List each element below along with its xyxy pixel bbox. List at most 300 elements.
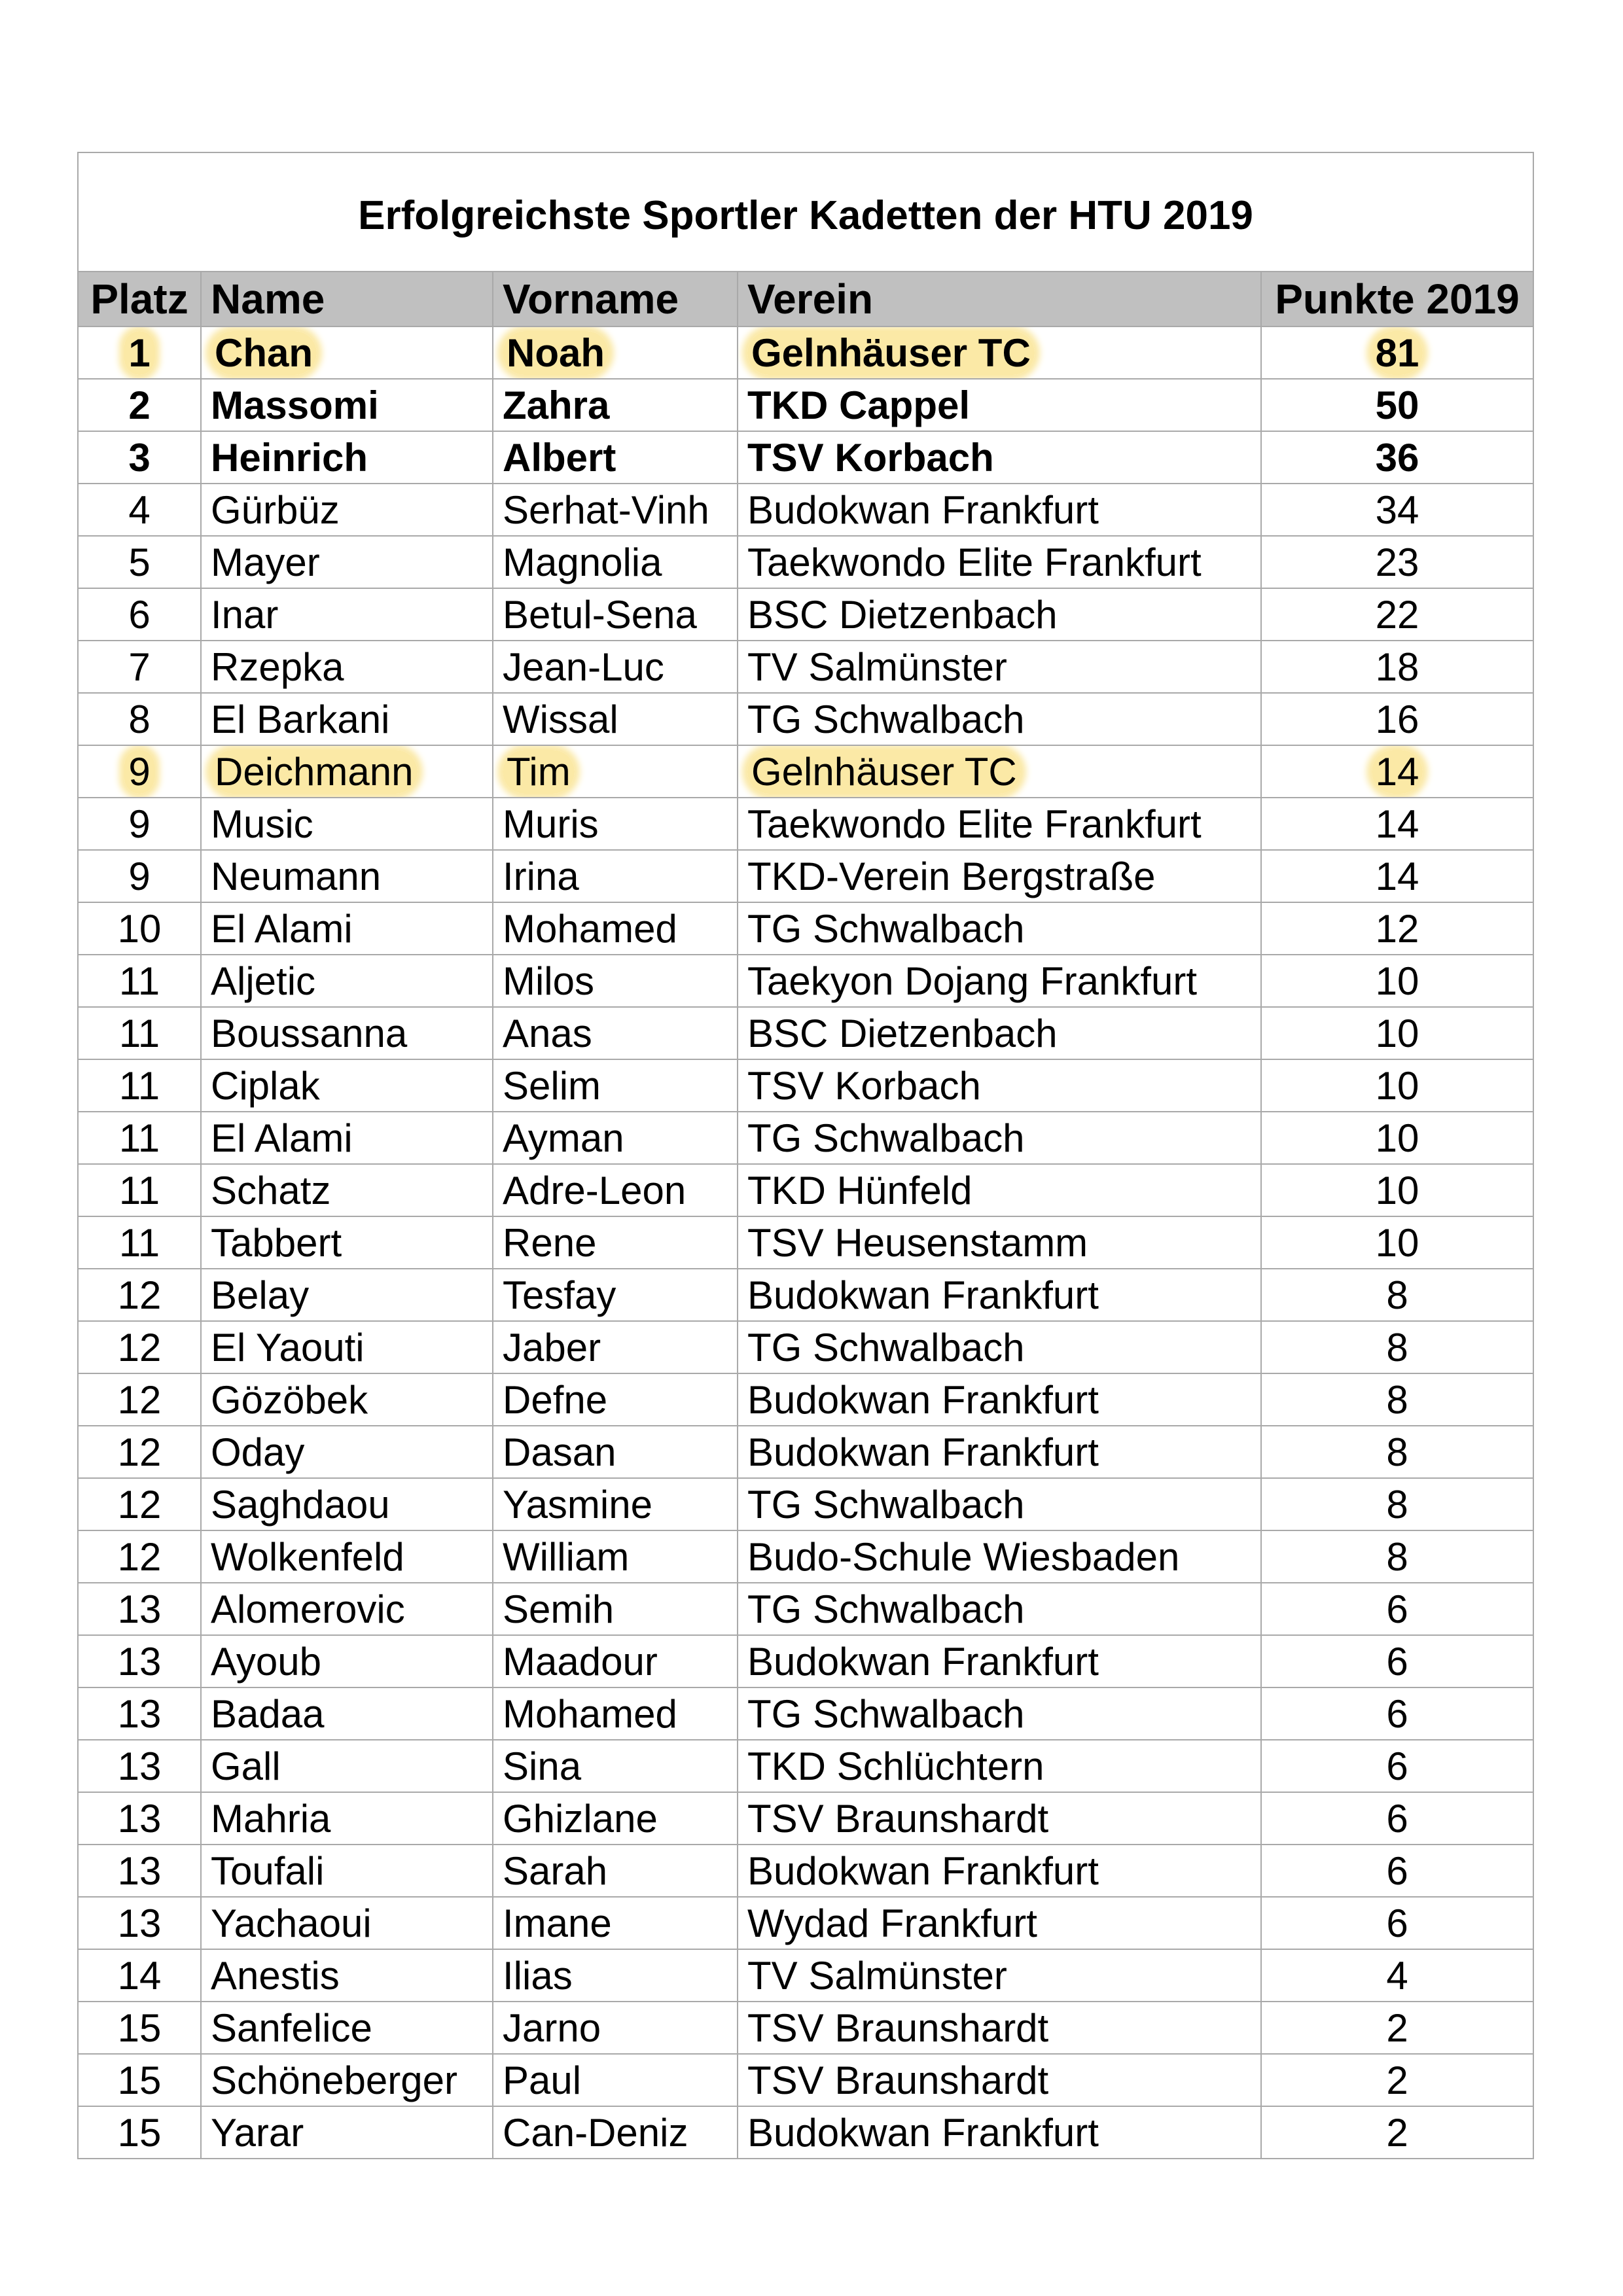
cell-verein xyxy=(738,431,1261,484)
cell-vorname-text: Sarah xyxy=(503,1848,608,1893)
cell-verein xyxy=(738,1897,1261,1949)
cell-platz-text: 13 xyxy=(117,1901,162,1945)
cell-verein xyxy=(738,1583,1261,1635)
cell-name xyxy=(201,693,493,745)
cell-punkte xyxy=(1261,1059,1533,1112)
cell-verein xyxy=(738,1216,1261,1269)
cell-vorname-text: Anas xyxy=(503,1011,592,1055)
cell-vorname xyxy=(493,484,738,536)
table-row xyxy=(78,1687,1533,1740)
cell-platz xyxy=(78,1845,201,1897)
cell-punkte-text: 18 xyxy=(1375,645,1419,689)
cell-name-text: Badaa xyxy=(211,1691,325,1736)
cell-verein xyxy=(738,1478,1261,1530)
cell-platz xyxy=(78,798,201,850)
cell-platz xyxy=(78,2002,201,2054)
cell-name xyxy=(201,484,493,536)
column-header-punkte: Punkte 2019 xyxy=(1261,272,1533,327)
cell-platz-text: 12 xyxy=(117,1325,162,1369)
cell-platz xyxy=(78,1164,201,1216)
cell-name xyxy=(201,1059,493,1112)
cell-name-text: Rzepka xyxy=(211,645,344,689)
cell-vorname xyxy=(493,327,738,379)
cell-vorname xyxy=(493,1845,738,1897)
cell-verein xyxy=(738,327,1261,379)
cell-punkte xyxy=(1261,1635,1533,1687)
cell-name xyxy=(201,431,493,484)
cell-punkte xyxy=(1261,327,1533,379)
cell-vorname-text: Noah xyxy=(503,331,609,375)
cell-platz-text: 11 xyxy=(118,1063,160,1108)
table-row xyxy=(78,588,1533,641)
cell-vorname-text: Tim xyxy=(503,750,575,794)
cell-verein xyxy=(738,588,1261,641)
table-row xyxy=(78,1112,1533,1164)
cell-verein-text: Budokwan Frankfurt xyxy=(747,1430,1099,1474)
cell-platz xyxy=(78,745,201,798)
cell-vorname xyxy=(493,2054,738,2106)
cell-verein-text: BSC Dietzenbach xyxy=(747,592,1058,637)
cell-name xyxy=(201,2054,493,2106)
cell-vorname-text: Milos xyxy=(503,959,595,1003)
cell-verein xyxy=(738,1269,1261,1321)
cell-platz xyxy=(78,1792,201,1845)
cell-punkte-text: 2 xyxy=(1386,2005,1408,2050)
cell-vorname-text: Can-Deniz xyxy=(503,2110,688,2155)
cell-verein xyxy=(738,955,1261,1007)
cell-punkte xyxy=(1261,1845,1533,1897)
ranking-table xyxy=(77,152,1534,2159)
column-header-platz: Platz xyxy=(78,272,201,327)
cell-name-text: Belay xyxy=(211,1273,310,1317)
cell-vorname-text: Ilias xyxy=(503,1953,573,1998)
cell-verein-text: TKD Cappel xyxy=(747,383,971,427)
cell-platz xyxy=(78,1583,201,1635)
cell-verein-text: TG Schwalbach xyxy=(747,906,1025,951)
cell-platz-text: 11 xyxy=(118,1168,160,1212)
cell-punkte xyxy=(1261,1478,1533,1530)
cell-vorname xyxy=(493,1478,738,1530)
cell-vorname-text: Jaber xyxy=(503,1325,601,1369)
cell-platz-text: 15 xyxy=(117,2005,162,2050)
table-row xyxy=(78,1949,1533,2002)
cell-punkte xyxy=(1261,1583,1533,1635)
cell-name-text: Tabbert xyxy=(211,1220,342,1265)
cell-verein-text: Budokwan Frankfurt xyxy=(747,2110,1099,2155)
cell-platz xyxy=(78,1426,201,1478)
cell-name-text: El Yaouti xyxy=(211,1325,365,1369)
cell-verein xyxy=(738,1687,1261,1740)
cell-platz-text: 12 xyxy=(117,1534,162,1579)
cell-platz xyxy=(78,1897,201,1949)
cell-name xyxy=(201,588,493,641)
cell-vorname xyxy=(493,850,738,902)
cell-platz-text: 14 xyxy=(117,1953,162,1998)
cell-punkte xyxy=(1261,1007,1533,1059)
cell-punkte xyxy=(1261,536,1533,588)
cell-name xyxy=(201,2106,493,2159)
cell-verein xyxy=(738,1635,1261,1687)
cell-verein-text: Wydad Frankfurt xyxy=(747,1901,1037,1945)
cell-punkte xyxy=(1261,693,1533,745)
cell-punkte xyxy=(1261,1321,1533,1373)
cell-vorname-text: Betul-Sena xyxy=(503,592,697,637)
cell-platz xyxy=(78,1112,201,1164)
cell-name-text: Ciplak xyxy=(211,1063,320,1108)
cell-punkte-text: 6 xyxy=(1386,1587,1408,1631)
cell-verein-text: TV Salmünster xyxy=(747,1953,1007,1998)
cell-punkte xyxy=(1261,1269,1533,1321)
cell-name-text: El Barkani xyxy=(211,697,390,741)
cell-punkte-text: 12 xyxy=(1375,906,1419,951)
cell-vorname-text: Rene xyxy=(503,1220,597,1265)
cell-vorname xyxy=(493,641,738,693)
cell-vorname xyxy=(493,1426,738,1478)
cell-verein xyxy=(738,1792,1261,1845)
cell-punkte-text: 50 xyxy=(1375,383,1419,427)
cell-vorname xyxy=(493,379,738,431)
cell-vorname xyxy=(493,955,738,1007)
cell-verein xyxy=(738,1949,1261,2002)
cell-vorname-text: Imane xyxy=(503,1901,612,1945)
cell-name-text: Neumann xyxy=(211,854,382,898)
cell-punkte-text: 36 xyxy=(1375,435,1419,480)
cell-platz xyxy=(78,1687,201,1740)
cell-vorname-text: Defne xyxy=(503,1377,608,1422)
cell-vorname-text: Mohamed xyxy=(503,1691,677,1736)
cell-verein xyxy=(738,1845,1261,1897)
cell-platz-text: 9 xyxy=(128,854,151,898)
cell-verein xyxy=(738,1164,1261,1216)
cell-platz xyxy=(78,1530,201,1583)
cell-name-text: Gürbüz xyxy=(211,487,340,532)
cell-platz xyxy=(78,484,201,536)
cell-platz-text: 11 xyxy=(118,1116,160,1160)
cell-punkte-text: 10 xyxy=(1375,1063,1419,1108)
cell-vorname xyxy=(493,2002,738,2054)
cell-punkte xyxy=(1261,1373,1533,1426)
cell-verein xyxy=(738,1112,1261,1164)
cell-platz-text: 11 xyxy=(118,1220,160,1265)
table-row xyxy=(78,536,1533,588)
cell-platz-text: 15 xyxy=(117,2058,162,2102)
cell-vorname xyxy=(493,536,738,588)
cell-platz xyxy=(78,2054,201,2106)
cell-vorname xyxy=(493,1059,738,1112)
cell-verein-text: Budo-Schule Wiesbaden xyxy=(747,1534,1180,1579)
cell-verein-text: TSV Braunshardt xyxy=(747,1796,1049,1841)
cell-verein xyxy=(738,484,1261,536)
cell-punkte xyxy=(1261,431,1533,484)
cell-platz xyxy=(78,1007,201,1059)
cell-name xyxy=(201,745,493,798)
table-row xyxy=(78,693,1533,745)
cell-name xyxy=(201,850,493,902)
cell-vorname-text: Dasan xyxy=(503,1430,616,1474)
cell-verein xyxy=(738,1373,1261,1426)
cell-name xyxy=(201,798,493,850)
table-row xyxy=(78,1897,1533,1949)
cell-verein xyxy=(738,1426,1261,1478)
cell-verein-text: Gelnhäuser TC xyxy=(747,331,1035,375)
table-row xyxy=(78,1007,1533,1059)
cell-platz-text: 7 xyxy=(128,645,151,689)
cell-name xyxy=(201,1897,493,1949)
cell-vorname-text: Selim xyxy=(503,1063,601,1108)
cell-punkte-text: 10 xyxy=(1375,959,1419,1003)
cell-punkte-text: 14 xyxy=(1375,802,1419,846)
table-row xyxy=(78,1164,1533,1216)
cell-platz-text: 12 xyxy=(117,1273,162,1317)
cell-verein-text: TSV Braunshardt xyxy=(747,2005,1049,2050)
table-row xyxy=(78,431,1533,484)
cell-vorname-text: Sina xyxy=(503,1744,582,1788)
cell-name xyxy=(201,1845,493,1897)
cell-punkte xyxy=(1261,850,1533,902)
cell-vorname-text: Wissal xyxy=(503,697,618,741)
cell-punkte-text: 8 xyxy=(1386,1430,1408,1474)
cell-punkte-text: 8 xyxy=(1386,1534,1408,1579)
cell-name-text: Gözöbek xyxy=(211,1377,368,1422)
cell-platz xyxy=(78,693,201,745)
cell-vorname-text: Semih xyxy=(503,1587,615,1631)
cell-platz-text: 12 xyxy=(117,1430,162,1474)
cell-vorname xyxy=(493,902,738,955)
cell-name-text: Yarar xyxy=(211,2110,304,2155)
cell-name xyxy=(201,327,493,379)
cell-verein xyxy=(738,902,1261,955)
cell-platz-text: 9 xyxy=(124,750,154,794)
cell-punkte-text: 8 xyxy=(1386,1273,1408,1317)
cell-name-text: Toufali xyxy=(211,1848,325,1893)
cell-vorname-text: Ayman xyxy=(503,1116,624,1160)
table-row xyxy=(78,641,1533,693)
cell-verein-text: BSC Dietzenbach xyxy=(747,1011,1058,1055)
cell-name xyxy=(201,1321,493,1373)
cell-punkte-text: 8 xyxy=(1386,1482,1408,1527)
cell-verein xyxy=(738,2002,1261,2054)
cell-punkte-text: 16 xyxy=(1375,697,1419,741)
cell-verein-text: TKD Hünfeld xyxy=(747,1168,972,1212)
cell-platz-text: 3 xyxy=(128,435,151,480)
cell-platz xyxy=(78,431,201,484)
table-row xyxy=(78,955,1533,1007)
cell-name xyxy=(201,1164,493,1216)
cell-platz-text: 9 xyxy=(128,802,151,846)
cell-name xyxy=(201,1007,493,1059)
cell-platz-text: 6 xyxy=(128,592,151,637)
cell-name xyxy=(201,536,493,588)
cell-name-text: Ayoub xyxy=(211,1639,322,1684)
cell-vorname-text: Mohamed xyxy=(503,906,677,951)
cell-punkte xyxy=(1261,1792,1533,1845)
cell-verein-text: TKD-Verein Bergstraße xyxy=(747,854,1156,898)
cell-punkte-text: 2 xyxy=(1386,2110,1408,2155)
cell-name-text: El Alami xyxy=(211,906,353,951)
cell-vorname-text: William xyxy=(503,1534,630,1579)
cell-vorname xyxy=(493,1583,738,1635)
cell-vorname xyxy=(493,1112,738,1164)
cell-platz-text: 13 xyxy=(117,1796,162,1841)
cell-vorname xyxy=(493,1321,738,1373)
cell-verein xyxy=(738,745,1261,798)
cell-verein-text: TSV Braunshardt xyxy=(747,2058,1049,2102)
cell-verein-text: Budokwan Frankfurt xyxy=(747,1848,1099,1893)
cell-verein xyxy=(738,1740,1261,1792)
cell-platz xyxy=(78,1740,201,1792)
cell-punkte-text: 6 xyxy=(1386,1901,1408,1945)
cell-platz xyxy=(78,850,201,902)
cell-vorname-text: Maadour xyxy=(503,1639,658,1684)
cell-punkte-text: 10 xyxy=(1375,1116,1419,1160)
table-row xyxy=(78,1059,1533,1112)
cell-vorname xyxy=(493,745,738,798)
cell-verein-text: Gelnhäuser TC xyxy=(747,750,1021,794)
cell-vorname xyxy=(493,1530,738,1583)
cell-punkte-text: 6 xyxy=(1386,1639,1408,1684)
cell-platz xyxy=(78,1321,201,1373)
cell-verein xyxy=(738,536,1261,588)
cell-name-text: Aljetic xyxy=(211,959,316,1003)
cell-punkte xyxy=(1261,902,1533,955)
cell-name xyxy=(201,1426,493,1478)
cell-platz-text: 13 xyxy=(117,1587,162,1631)
cell-platz xyxy=(78,379,201,431)
table-row xyxy=(78,2106,1533,2159)
cell-verein xyxy=(738,850,1261,902)
cell-verein xyxy=(738,1059,1261,1112)
cell-platz xyxy=(78,1373,201,1426)
cell-punkte xyxy=(1261,1687,1533,1740)
table-row xyxy=(78,1426,1533,1478)
cell-punkte xyxy=(1261,1949,1533,2002)
cell-punkte xyxy=(1261,2054,1533,2106)
cell-punkte xyxy=(1261,641,1533,693)
cell-name-text: Deichmann xyxy=(211,750,418,794)
table-title: Erfolgreichste Sportler Kadetten der HTU 2019 xyxy=(78,152,1533,272)
cell-verein-text: Taekwondo Elite Frankfurt xyxy=(747,802,1202,846)
cell-name-text: Inar xyxy=(211,592,279,637)
cell-verein-text: Taekyon Dojang Frankfurt xyxy=(747,959,1198,1003)
cell-platz-text: 13 xyxy=(117,1639,162,1684)
cell-name-text: Heinrich xyxy=(211,435,368,480)
cell-name xyxy=(201,955,493,1007)
cell-name xyxy=(201,1635,493,1687)
cell-verein xyxy=(738,1530,1261,1583)
cell-vorname xyxy=(493,588,738,641)
cell-name-text: Schatz xyxy=(211,1168,331,1212)
cell-verein-text: TKD Schlüchtern xyxy=(747,1744,1044,1788)
cell-punkte xyxy=(1261,484,1533,536)
table-row xyxy=(78,798,1533,850)
cell-vorname-text: Zahra xyxy=(503,383,610,427)
cell-name xyxy=(201,2002,493,2054)
cell-name xyxy=(201,1478,493,1530)
cell-platz xyxy=(78,327,201,379)
cell-punkte-text: 22 xyxy=(1375,592,1419,637)
cell-punkte-text: 6 xyxy=(1386,1796,1408,1841)
table-row xyxy=(78,484,1533,536)
cell-punkte-text: 6 xyxy=(1386,1744,1408,1788)
cell-platz-text: 2 xyxy=(128,383,151,427)
cell-name xyxy=(201,1269,493,1321)
cell-vorname-text: Yasmine xyxy=(503,1482,652,1527)
cell-vorname xyxy=(493,1216,738,1269)
cell-verein-text: Budokwan Frankfurt xyxy=(747,1377,1099,1422)
cell-punkte xyxy=(1261,1530,1533,1583)
cell-vorname xyxy=(493,1373,738,1426)
cell-platz-text: 5 xyxy=(128,540,151,584)
cell-platz xyxy=(78,641,201,693)
table-body xyxy=(78,327,1533,2159)
cell-verein xyxy=(738,2054,1261,2106)
table-row xyxy=(78,2054,1533,2106)
cell-punkte-text: 10 xyxy=(1375,1220,1419,1265)
cell-punkte xyxy=(1261,1897,1533,1949)
cell-name-text: Alomerovic xyxy=(211,1587,405,1631)
cell-verein xyxy=(738,2106,1261,2159)
cell-punkte-text: 34 xyxy=(1375,487,1419,532)
cell-punkte-text: 8 xyxy=(1386,1325,1408,1369)
cell-verein-text: TSV Korbach xyxy=(747,435,994,480)
cell-name xyxy=(201,641,493,693)
cell-punkte-text: 2 xyxy=(1386,2058,1408,2102)
table-row xyxy=(78,850,1533,902)
cell-punkte xyxy=(1261,1164,1533,1216)
cell-verein-text: TG Schwalbach xyxy=(747,1691,1025,1736)
cell-punkte-text: 6 xyxy=(1386,1691,1408,1736)
cell-verein-text: TG Schwalbach xyxy=(747,1587,1025,1631)
cell-platz-text: 11 xyxy=(118,959,160,1003)
cell-platz xyxy=(78,1269,201,1321)
cell-platz xyxy=(78,1478,201,1530)
cell-verein-text: TG Schwalbach xyxy=(747,1482,1025,1527)
cell-vorname-text: Jarno xyxy=(503,2005,601,2050)
cell-verein xyxy=(738,798,1261,850)
cell-punkte xyxy=(1261,379,1533,431)
cell-name-text: Oday xyxy=(211,1430,305,1474)
column-header-vorname: Vorname xyxy=(493,272,738,327)
cell-vorname xyxy=(493,1269,738,1321)
cell-punkte-text: 23 xyxy=(1375,540,1419,584)
cell-verein-text: TG Schwalbach xyxy=(747,1116,1025,1160)
cell-vorname xyxy=(493,693,738,745)
cell-verein-text: TG Schwalbach xyxy=(747,1325,1025,1369)
cell-name-text: Schöneberger xyxy=(211,2058,457,2102)
column-header-row xyxy=(78,272,1533,327)
cell-verein xyxy=(738,1007,1261,1059)
cell-verein-text: TV Salmünster xyxy=(747,645,1007,689)
cell-name-text: Massomi xyxy=(211,383,379,427)
cell-punkte xyxy=(1261,1740,1533,1792)
cell-name-text: Chan xyxy=(211,331,317,375)
cell-name xyxy=(201,1112,493,1164)
cell-vorname xyxy=(493,1740,738,1792)
cell-platz-text: 4 xyxy=(128,487,151,532)
cell-platz-text: 12 xyxy=(117,1482,162,1527)
cell-verein-text: Budokwan Frankfurt xyxy=(747,1273,1099,1317)
cell-punkte-text: 81 xyxy=(1372,331,1423,375)
cell-verein xyxy=(738,379,1261,431)
cell-vorname xyxy=(493,2106,738,2159)
cell-platz xyxy=(78,536,201,588)
cell-name xyxy=(201,1530,493,1583)
cell-name-text: Saghdaou xyxy=(211,1482,390,1527)
cell-name-text: El Alami xyxy=(211,1116,353,1160)
cell-name-text: Wolkenfeld xyxy=(211,1534,404,1579)
cell-platz-text: 13 xyxy=(117,1691,162,1736)
cell-vorname xyxy=(493,1007,738,1059)
